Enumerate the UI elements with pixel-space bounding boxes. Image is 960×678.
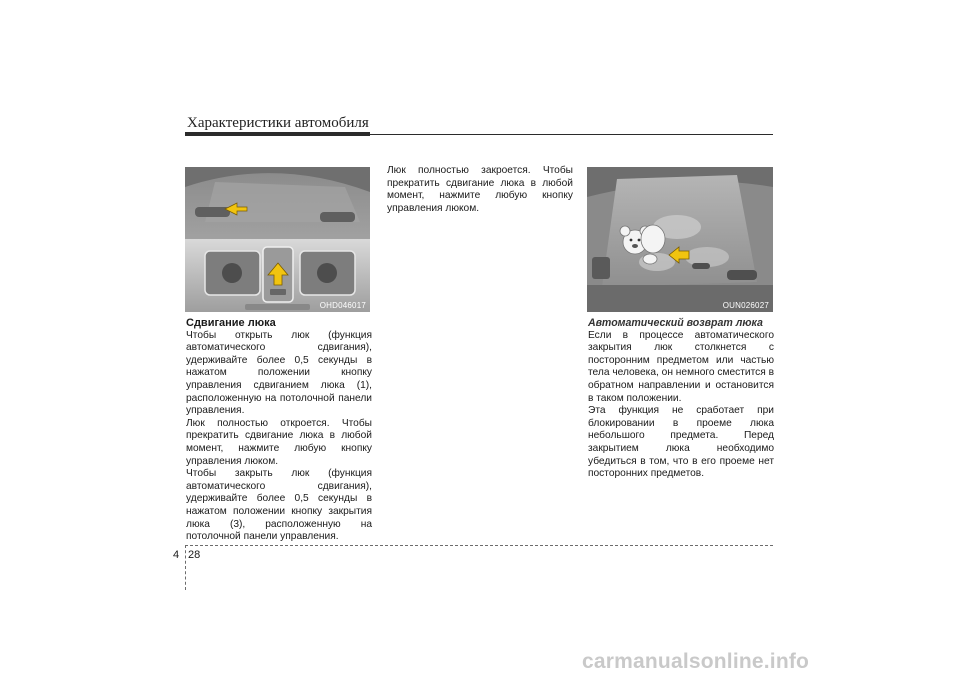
watermark: carmanualsonline.info xyxy=(582,650,810,673)
left-column-text xyxy=(186,317,372,544)
middle-column-text xyxy=(387,165,573,215)
header-rule-thin xyxy=(370,134,773,135)
figure-code-left: OHD046017 xyxy=(319,301,366,310)
paragraph: Эта функция не сработает при блокировании в проеме люка небольшого предмета. Перед закрытием люка необходимо убедиться в том, что в его проеме нет посторонних предметов. xyxy=(588,405,774,480)
footer-rule xyxy=(185,545,773,546)
heading-auto-reverse: Автоматический возврат люка xyxy=(588,317,763,329)
header-rule-thick xyxy=(185,132,370,136)
overhead-console-illustration xyxy=(185,167,370,312)
sunroof-auto-reverse-photo xyxy=(587,167,773,312)
footer-vertical-rule xyxy=(185,545,186,590)
figure-code-right: OUN026027 xyxy=(722,301,769,310)
paragraph: Чтобы закрыть люк (функция автоматического сдвигания), удерживайте более 0,5 секунды в нажатом положении кнопку закрытия люка (3), расположенную на потолочной панели управления. xyxy=(186,468,372,543)
chapter-number: 4 xyxy=(173,549,180,561)
heading-sunroof-sliding: Сдвигание люка xyxy=(186,317,276,329)
overhead-console-photo xyxy=(185,167,370,312)
header-title: Характеристики автомобиля xyxy=(187,115,369,131)
sunroof-illustration xyxy=(587,167,773,312)
paragraph: Люк полностью закроется. Чтобы прекратить сдвигание люка в любой момент, нажмите любую кнопку управления люком. xyxy=(387,165,573,214)
right-column-text xyxy=(588,317,774,481)
paragraph: Если в процессе автоматического закрытия люк столкнется с посторонним предметом или частью тела человека, он немного сместится в обратном направлении и остановится в таком положении. xyxy=(588,329,774,404)
paragraph: Чтобы открыть люк (функция автоматического сдвигания), удерживайте более 0,5 секунды в нажатом положении кнопку управления сдвиганием люка (1), расположенную на потолочной панели управления. xyxy=(186,329,372,417)
paragraph: Люк полностью откроется. Чтобы прекратить сдвигание люка в любой момент, нажмите любую кнопку управления люком. xyxy=(186,417,372,467)
page-number: 28 xyxy=(188,549,201,561)
